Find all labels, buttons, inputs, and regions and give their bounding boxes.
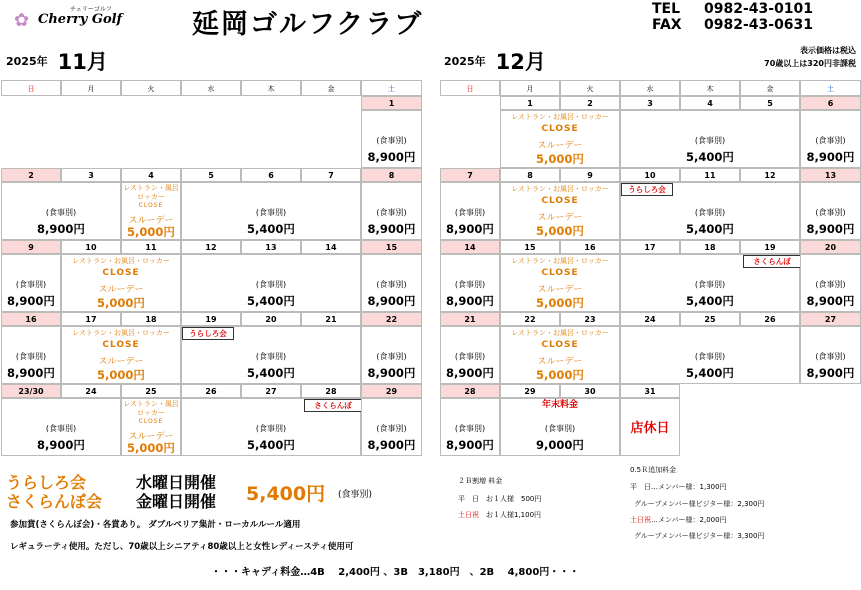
day-number: 23/30 — [1, 384, 61, 398]
meal-note: (食事別) — [45, 208, 77, 217]
price: 8,900円 — [806, 222, 855, 236]
weekday-header: 火 — [121, 80, 181, 96]
day-number: 18 — [121, 312, 181, 326]
meal-note: (食事別) — [454, 424, 486, 433]
dec-year: 2025年 — [444, 55, 486, 68]
day-number: 7 — [440, 168, 500, 182]
day-number: 21 — [440, 312, 500, 326]
price: 5,400円 — [686, 366, 734, 380]
day-content — [500, 326, 620, 384]
event-rules-line: 参加賞(さくらんぼ会)・各賞あり。 ダブルペリア集計・ローカルルール適用 — [10, 520, 301, 530]
day-number: 13 — [800, 168, 861, 182]
half-round-weekday-visitor: グループメンバー様ビジター様：2,300円 — [634, 500, 765, 508]
meal-note: (食事別) — [454, 208, 486, 217]
weekday-header: 木 — [680, 80, 740, 96]
close-label: CLOSE — [102, 268, 140, 278]
day-number: 9 — [1, 240, 61, 254]
header — [0, 0, 861, 40]
close-notice: レストラン・お風呂・ロッカー — [511, 329, 609, 337]
close-notice: ロッカー — [137, 193, 165, 201]
day-content — [440, 398, 500, 456]
weekday-header: 金 — [740, 80, 800, 96]
day-content — [800, 110, 861, 168]
day-content — [620, 326, 800, 384]
page-title: 延岡ゴルフクラブ — [192, 9, 424, 40]
weekday-header: 土 — [800, 80, 861, 96]
event-tag: うらしろ会 — [621, 183, 673, 196]
price: 8,900円 — [446, 366, 494, 380]
day-content — [620, 398, 680, 456]
surcharge-2b-title: ２Ｂ割増 料金 — [458, 477, 503, 485]
nov-year: 2025年 — [6, 55, 48, 68]
price: 5,400円 — [247, 294, 295, 308]
price: 5,000円 — [127, 225, 175, 239]
meal-note: (食事別) — [255, 208, 287, 217]
day-content — [440, 254, 500, 312]
price: 8,900円 — [446, 438, 494, 452]
half-round-holiday-label: 土日祝 — [630, 516, 651, 524]
meal-note: (食事別) — [45, 424, 77, 433]
meal-note: (食事別) — [376, 280, 407, 289]
fax-label: FAX — [652, 17, 682, 33]
day-number: 1 — [361, 96, 422, 110]
day-number: 28 — [440, 384, 500, 398]
weekday-header: 水 — [620, 80, 680, 96]
day-content — [620, 110, 800, 168]
day-number: 17 — [620, 240, 680, 254]
price: 9,000円 — [536, 438, 584, 452]
meal-note: (食事別) — [694, 352, 726, 361]
close-notice: レストラン・お風呂・ロッカー — [511, 185, 609, 193]
price: 8,900円 — [446, 294, 494, 308]
day-content — [121, 398, 181, 456]
day-number — [740, 384, 800, 398]
close-label: CLOSE — [102, 340, 140, 350]
day-number: 20 — [800, 240, 861, 254]
price: 5,400円 — [686, 294, 734, 308]
day-content — [500, 254, 620, 312]
meal-note: (食事別) — [694, 136, 726, 145]
day-number: 12 — [181, 240, 241, 254]
day-number: 27 — [800, 312, 861, 326]
price: 8,900円 — [367, 150, 416, 164]
day-number: 1 — [500, 96, 560, 110]
day-number: 6 — [241, 168, 301, 182]
meal-note: (食事別) — [15, 352, 47, 361]
day-number — [241, 96, 301, 110]
price: 8,900円 — [7, 366, 55, 380]
day-content — [61, 326, 181, 384]
day-content — [181, 182, 361, 240]
price: 5,400円 — [686, 150, 734, 164]
surcharge-2b-holiday: お１人様1,100円 — [486, 511, 542, 519]
sakuranbo-day: 金曜日開催 — [136, 492, 217, 511]
day-number: 4 — [680, 96, 740, 110]
day-number: 25 — [680, 312, 740, 326]
price: 5,000円 — [97, 296, 145, 310]
half-round-holiday-member: …メンバー様：2,000円 — [651, 516, 727, 524]
half-round-holiday-visitor: グループメンバー様ビジター様：3,300円 — [634, 532, 765, 540]
close-notice: レストラン・お風呂・ロッカー — [511, 113, 609, 121]
weekday-header: 火 — [560, 80, 620, 96]
meal-note: (食事別) — [376, 424, 407, 433]
day-content — [181, 326, 361, 384]
close-notice: レストラン・お風呂・ロッカー — [72, 257, 170, 265]
price: 8,900円 — [446, 222, 494, 236]
through-day: スルーデー — [98, 285, 144, 295]
dec-heading — [444, 46, 546, 76]
price: 8,900円 — [37, 438, 85, 452]
day-number: 15 — [361, 240, 422, 254]
meal-note: (食事別) — [376, 352, 407, 361]
price: 8,900円 — [367, 366, 416, 380]
through-day: スルーデー — [128, 216, 174, 226]
notice-line: 70歳以上は320円非課税 — [764, 59, 856, 68]
footer-info — [0, 455, 861, 590]
day-number: 26 — [181, 384, 241, 398]
fax-number: 0982-43-0631 — [704, 17, 814, 33]
day-content — [1, 182, 121, 240]
close-label: CLOSE — [138, 202, 164, 209]
day-content — [61, 254, 181, 312]
day-number — [680, 384, 740, 398]
meal-note: (食事別) — [815, 280, 846, 289]
nov-month: 11月 — [57, 50, 108, 74]
tel-label: TEL — [652, 1, 681, 17]
half-round-weekday-member: 平 日…メンバー様：1,300円 — [630, 483, 727, 491]
price: 5,000円 — [97, 368, 145, 382]
meal-note: (食事別) — [376, 208, 407, 217]
notice-line: 表示価格は税込 — [800, 46, 856, 55]
day-content — [800, 254, 861, 312]
close-label: CLOSE — [541, 340, 579, 350]
meal-note: (食事別) — [454, 352, 486, 361]
day-number: 3 — [620, 96, 680, 110]
year-end-fee-label: 年末料金 — [541, 400, 578, 410]
day-content — [500, 398, 620, 456]
event-tag: うらしろ会 — [182, 327, 234, 340]
day-number: 26 — [740, 312, 800, 326]
half-round-title: 0.5Ｒ追加料金 — [630, 466, 677, 474]
price: 8,900円 — [367, 222, 416, 236]
day-number: 15 — [500, 240, 560, 254]
day-number: 16 — [560, 240, 620, 254]
day-content — [500, 182, 620, 240]
day-number: 30 — [560, 384, 620, 398]
tel-number: 0982-43-0101 — [704, 1, 814, 17]
price: 5,400円 — [686, 222, 734, 236]
day-number — [61, 96, 121, 110]
through-day: スルーデー — [128, 432, 174, 442]
price: 8,900円 — [806, 150, 855, 164]
day-number: 3 — [61, 168, 121, 182]
day-content — [1, 254, 61, 312]
price: 5,400円 — [247, 222, 295, 236]
day-number: 2 — [560, 96, 620, 110]
day-content — [361, 398, 422, 456]
meal-note: (食事別) — [15, 280, 47, 289]
weekday-header: 月 — [61, 80, 121, 96]
close-notice: レストラン・風呂 — [123, 184, 179, 192]
meal-note: (食事別) — [454, 280, 486, 289]
close-label: CLOSE — [541, 124, 579, 134]
closed-day-label: 店休日 — [630, 421, 670, 436]
price: 5,000円 — [536, 224, 584, 238]
day-number: 25 — [121, 384, 181, 398]
logo-subtitle: チェリーゴルフ — [70, 6, 112, 13]
logo-name: Cherry Golf — [38, 12, 123, 27]
nov-heading — [6, 46, 108, 76]
day-number: 9 — [560, 168, 620, 182]
event-tag: さくらんぼ — [304, 399, 362, 412]
day-content — [440, 326, 500, 384]
caddy-fee-line: ・・・キャディ料金…4B 2,400円 、3B 3,180円 、2B 4,800円・・・ — [211, 567, 580, 578]
day-number: 20 — [241, 312, 301, 326]
price-notice — [704, 44, 856, 70]
day-number: 2 — [1, 168, 61, 182]
cherry-golf-logo — [10, 4, 140, 32]
day-content — [500, 110, 620, 168]
weekday-header: 月 — [500, 80, 560, 96]
contact-info — [652, 1, 813, 33]
day-content — [1, 398, 121, 456]
meal-note: (食事別) — [815, 352, 846, 361]
price: 5,000円 — [127, 441, 175, 455]
through-day: スルーデー — [537, 141, 583, 151]
meal-note: (食事別) — [544, 424, 576, 433]
day-number: 17 — [61, 312, 121, 326]
price: 8,900円 — [806, 366, 855, 380]
close-notice: ロッカー — [137, 409, 165, 417]
urashiro-day: 水曜日開催 — [136, 473, 217, 492]
day-content — [121, 182, 181, 240]
through-day: スルーデー — [537, 213, 583, 223]
weekday-header: 金 — [301, 80, 361, 96]
day-content — [181, 398, 361, 456]
day-number: 11 — [680, 168, 740, 182]
price: 5,400円 — [247, 438, 295, 452]
price: 8,900円 — [7, 294, 55, 308]
day-number: 19 — [181, 312, 241, 326]
meal-note: (食事別) — [376, 136, 407, 145]
event-tag: さくらんぼ — [743, 255, 801, 268]
close-label: CLOSE — [541, 196, 579, 206]
price: 5,000円 — [536, 368, 584, 382]
day-number: 22 — [361, 312, 422, 326]
price: 8,900円 — [806, 294, 855, 308]
day-number: 10 — [61, 240, 121, 254]
day-number: 13 — [241, 240, 301, 254]
weekday-header: 日 — [440, 80, 500, 96]
day-number — [301, 96, 361, 110]
day-number: 11 — [121, 240, 181, 254]
price: 5,000円 — [536, 152, 584, 166]
through-day: スルーデー — [537, 357, 583, 367]
day-content — [1, 326, 61, 384]
day-number — [181, 96, 241, 110]
meal-note: (食事別) — [255, 280, 287, 289]
through-day: スルーデー — [98, 357, 144, 367]
day-number: 12 — [740, 168, 800, 182]
close-label: CLOSE — [541, 268, 579, 278]
day-number: 6 — [800, 96, 861, 110]
day-number: 28 — [301, 384, 361, 398]
day-number: 18 — [680, 240, 740, 254]
meal-note: (食事別) — [694, 280, 726, 289]
day-number: 31 — [620, 384, 680, 398]
price: 8,900円 — [367, 294, 416, 308]
meal-note: (食事別) — [694, 208, 726, 217]
day-number: 4 — [121, 168, 181, 182]
day-number: 10 — [620, 168, 680, 182]
day-number: 19 — [740, 240, 800, 254]
day-number: 5 — [740, 96, 800, 110]
december-calendar — [440, 80, 861, 455]
dec-month: 12月 — [495, 50, 546, 74]
sakuranbo-title: さくらんぼ会 — [6, 492, 103, 511]
day-number: 27 — [241, 384, 301, 398]
day-content — [620, 182, 800, 240]
day-content — [440, 110, 500, 168]
day-number — [440, 96, 500, 110]
meal-note: (食事別) — [255, 424, 287, 433]
meal-note: (食事別) — [255, 352, 287, 361]
day-number: 29 — [500, 384, 560, 398]
close-notice: レストラン・風呂 — [123, 400, 179, 408]
day-content — [800, 182, 861, 240]
meal-note: (食事別) — [815, 136, 846, 145]
day-number: 29 — [361, 384, 422, 398]
urashiro-title: うらしろ会 — [6, 473, 87, 492]
day-number: 24 — [620, 312, 680, 326]
close-label: CLOSE — [138, 418, 164, 425]
weekday-header: 木 — [241, 80, 301, 96]
price: 8,900円 — [37, 222, 85, 236]
price: 8,900円 — [367, 438, 416, 452]
day-content — [440, 182, 500, 240]
event-meal-note: (食事別) — [338, 490, 373, 500]
weekday-header: 土 — [361, 80, 422, 96]
day-content — [361, 254, 422, 312]
day-number: 23 — [560, 312, 620, 326]
day-number — [800, 384, 861, 398]
close-notice: レストラン・お風呂・ロッカー — [72, 329, 170, 337]
day-content — [361, 326, 422, 384]
event-price: 5,400円 — [246, 483, 326, 505]
day-content — [1, 110, 361, 168]
surcharge-2b-holiday-label: 土日祝 — [458, 511, 479, 519]
weekday-header: 日 — [1, 80, 61, 96]
cherry-blossom-icon: ✿ — [14, 10, 30, 31]
day-number — [121, 96, 181, 110]
price: 5,000円 — [536, 296, 584, 310]
day-number: 24 — [61, 384, 121, 398]
day-content — [361, 110, 422, 168]
day-number — [1, 96, 61, 110]
day-content — [800, 326, 861, 384]
day-content — [620, 254, 800, 312]
price: 5,400円 — [247, 366, 295, 380]
surcharge-2b-weekday: 平 日 お１人様 500円 — [458, 495, 542, 503]
weekday-header: 水 — [181, 80, 241, 96]
day-number: 14 — [440, 240, 500, 254]
through-day: スルーデー — [537, 285, 583, 295]
close-notice: レストラン・お風呂・ロッカー — [511, 257, 609, 265]
day-number: 14 — [301, 240, 361, 254]
day-content — [361, 182, 422, 240]
november-calendar — [1, 80, 422, 455]
day-number: 22 — [500, 312, 560, 326]
meal-note: (食事別) — [815, 208, 846, 217]
day-number: 16 — [1, 312, 61, 326]
tee-rules-line: レギュラーティ使用。ただし、70歳以上シニアティ80歳以上と女性レディースティ使用可 — [10, 542, 354, 552]
day-number: 8 — [361, 168, 422, 182]
day-content — [181, 254, 361, 312]
day-number: 8 — [500, 168, 560, 182]
day-number: 5 — [181, 168, 241, 182]
day-number: 21 — [301, 312, 361, 326]
day-number: 7 — [301, 168, 361, 182]
